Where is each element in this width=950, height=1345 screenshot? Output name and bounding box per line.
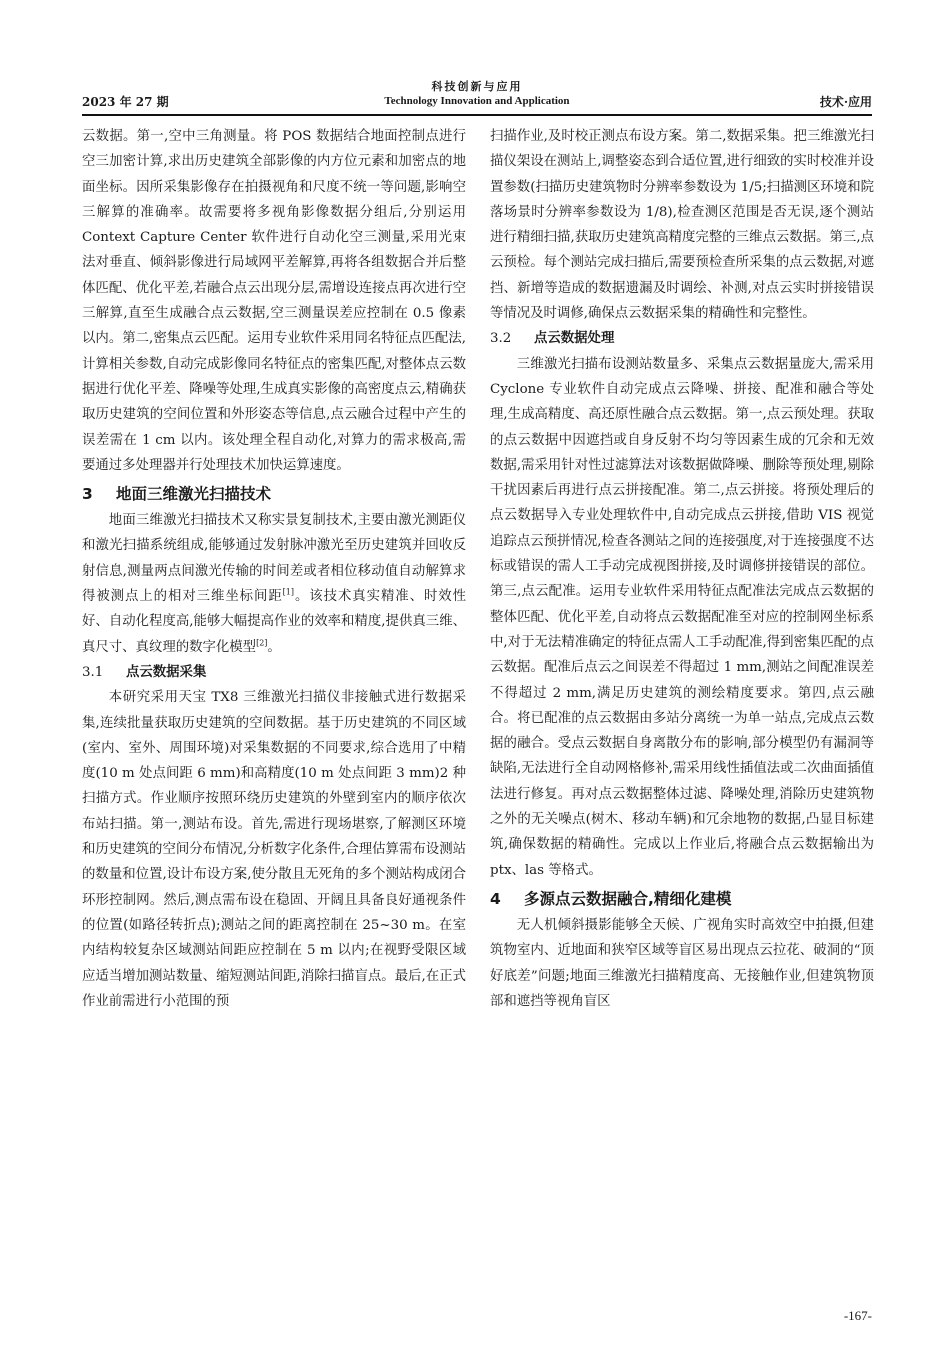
section-heading-4	[490, 885, 874, 913]
left-column	[82, 124, 466, 1014]
section-number: 4	[490, 889, 501, 908]
paragraph-text: 。该技术真实精准、时效性好、自动化程度高,能够大幅提高作业的效率和精度,提供真三维、真尺寸、真纹理的数字化模型	[82, 589, 467, 655]
journal-title	[82, 80, 872, 108]
paragraph-text: 。	[267, 639, 281, 655]
subsection-number: 3.2	[490, 331, 512, 347]
section-label: 技术·应用	[819, 95, 872, 109]
paragraph	[82, 508, 466, 660]
section-title: 多源点云数据融合,精细化建模	[524, 889, 732, 908]
page-number: -167-	[843, 1308, 872, 1323]
paragraph-text: 地面三维激光扫描技术又称实景复制技术,主要由激光测距仪和激光扫描系统组成,能够通过发射脉冲激光至历史建筑并回收反射信息,测量两点间激光传输的时间差或者相位移动值自动解算求得被测点上的相对三维坐标间距	[82, 513, 466, 605]
journal-title-en: Technology Innovation and Application	[384, 95, 570, 107]
paragraph: 无人机倾斜摄影能够全天候、广视角实时高效空中拍摄,但建筑物室内、近地面和狭窄区域等盲区易出现点云拉花、破洞的“顶好底差”问题;地面三维激光扫描精度高、无接触作业,但建筑物顶部和遮挡等视角盲区	[490, 917, 874, 1009]
subsection-title: 点云数据处理	[534, 331, 615, 347]
section-title: 地面三维激光扫描技术	[116, 485, 272, 504]
section-heading-3	[82, 480, 466, 508]
subsection-heading-3-1	[82, 660, 466, 685]
journal-title-cn: 科技创新与应用	[431, 80, 523, 93]
paragraph: 云数据。第一,空中三角测量。将 POS 数据结合地面控制点进行空三加密计算,求出历史建筑全部影像的内方位元素和加密点的地面坐标。因所采集影像存在拍摄视角和尺度不统一等问题,影响空三解算的准确率。故需要将多视角影像数据分组后,分别运用 Context Capture Center 软件进行自动化空三测量,采用光束法对垂直、倾斜影像进行局域网平差解算,再将各组数据合并后整体匹配、优化平差,若融合点云出现分层,需增设连接点再次进行空三解算,直至生成融合点云数据,空三测量误差应控制在 0.5 像素以内。第二,密集点云匹配。运用专业软件采用同名特征点匹配法,计算相关参数,自动完成影像同名特征点的密集匹配,对整体点云数据进行优化平差、降噪等处理,生成真实影像的高密度点云,精确获取历史建筑的空间位置和外形姿态等信息,点云融合过程中产生的误差需在 1 cm 以内。该处理全程自动化,对算力的需求极高,需要通过多处理器并行处理技术加快运算速度。	[82, 129, 466, 473]
paragraph: 本研究采用天宝 TX8 三维激光扫描仪非接触式进行数据采集,连续批量获取历史建筑的空间数据。基于历史建筑的不同区域(室内、室外、周围环境)对采集数据的不同要求,综合选用了中精度(10 m 处点间距 6 mm)和高精度(10 m 处点间距 3 mm)2 种扫描方式。作业顺序按照环绕历史建筑的外壁到室内的顺序依次布站扫描。第一,测站布设。首先,需进行现场堪察,了解测区环境和历史建筑的空间分布情况,分析数字化条件,合理估算需布设测站的数量和位置,设计布设方案,使分散且无死角的多个测站构成闭合环形控制网。然后,测点需布设在稳固、开阔且具备良好通视条件的位置(如路径转折点);测站之间的距离控制在 25~30 m。在室内结构较复杂区域测站间距应控制在 5 m 以内;在视野受限区域应适当增加测站数量、缩短测站间距,消除扫描盲点。最后,在正式作业前需进行小范围的预	[82, 690, 466, 1009]
paragraph: 扫描作业,及时校正测点布设方案。第二,数据采集。把三维激光扫描仪架设在测站上,调整姿态到合适位置,进行细致的实时校准并设置参数(扫描历史建筑物时分辨率参数设为 1/5;扫描测区环境和院落场景时分辨率参数设为 1/8),检查测区范围是否无误,逐个测站进行精细扫描,获取历史建筑高精度完整的三维点云数据。第三,点云预检。每个测站完成扫描后,需要预检查所采集的点云数据,对遮挡、新增等造成的数据遗漏及时调绘、补测,对点云实时拼接错误等情况及时调修,确保点云数据采集的精确性和完整性。	[490, 129, 874, 322]
right-column	[490, 124, 874, 1014]
subsection-title: 点云数据采集	[126, 664, 207, 680]
citation-ref: [1]	[282, 587, 295, 597]
subsection-heading-3-2	[490, 326, 874, 351]
page-header	[82, 80, 872, 116]
citation-ref: [2]	[256, 638, 268, 648]
subsection-number: 3.1	[82, 664, 104, 680]
issue-label: 2023 年 27 期	[82, 95, 169, 109]
paragraph: 三维激光扫描布设测站数量多、采集点云数据量庞大,需采用 Cyclone 专业软件自动完成点云降噪、拼接、配准和融合等处理,生成高精度、高还原性融合点云数据。第一,点云预处理。获取的点云数据中因遮挡或自身反射不均匀等因素生成的冗余和无效数据,需采用针对性过滤算法对该数据做降噪、删除等预处理,剔除干扰因素后再进行点云拼接配准。第二,点云拼接。将预处理后的点云数据导入专业处理软件中,自动完成点云拼接,借助 VIS 视觉追踪点云预拼情况,检查各测站之间的连接强度,对于连接强度不达标或错误的需人工手动完成视图拼接,及时调修拼接错误的部位。第三,点云配准。运用专业软件采用特征点配准法完成点云数据的整体匹配、优化平差,自动将点云数据配准至对应的控制网坐标系中,对于无法精准确定的特征点需人工手动配准,得到密集匹配的点云数据。配准后点云之间误差不得超过 1 mm,测站之间配准误差不得超过 2 mm,满足历史建筑的测绘精度要求。第四,点云融合。将已配准的点云数据由多站分离统一为单一站点,完成点云数据的融合。受点云数据自身离散分布的影响,部分模型仍有漏洞等缺陷,无法进行全自动网格修补,需采用线性插值法或二次曲面插值法进行修复。再对点云数据整体过滤、降噪处理,消除历史建筑物之外的无关噪点(树木、移动车辆)和冗余地物的数据,凸显目标建筑,确保数据的精确性。完成以上作业后,将融合点云数据输出为 ptx、las 等格式。	[490, 356, 874, 878]
section-number: 3	[82, 485, 93, 504]
